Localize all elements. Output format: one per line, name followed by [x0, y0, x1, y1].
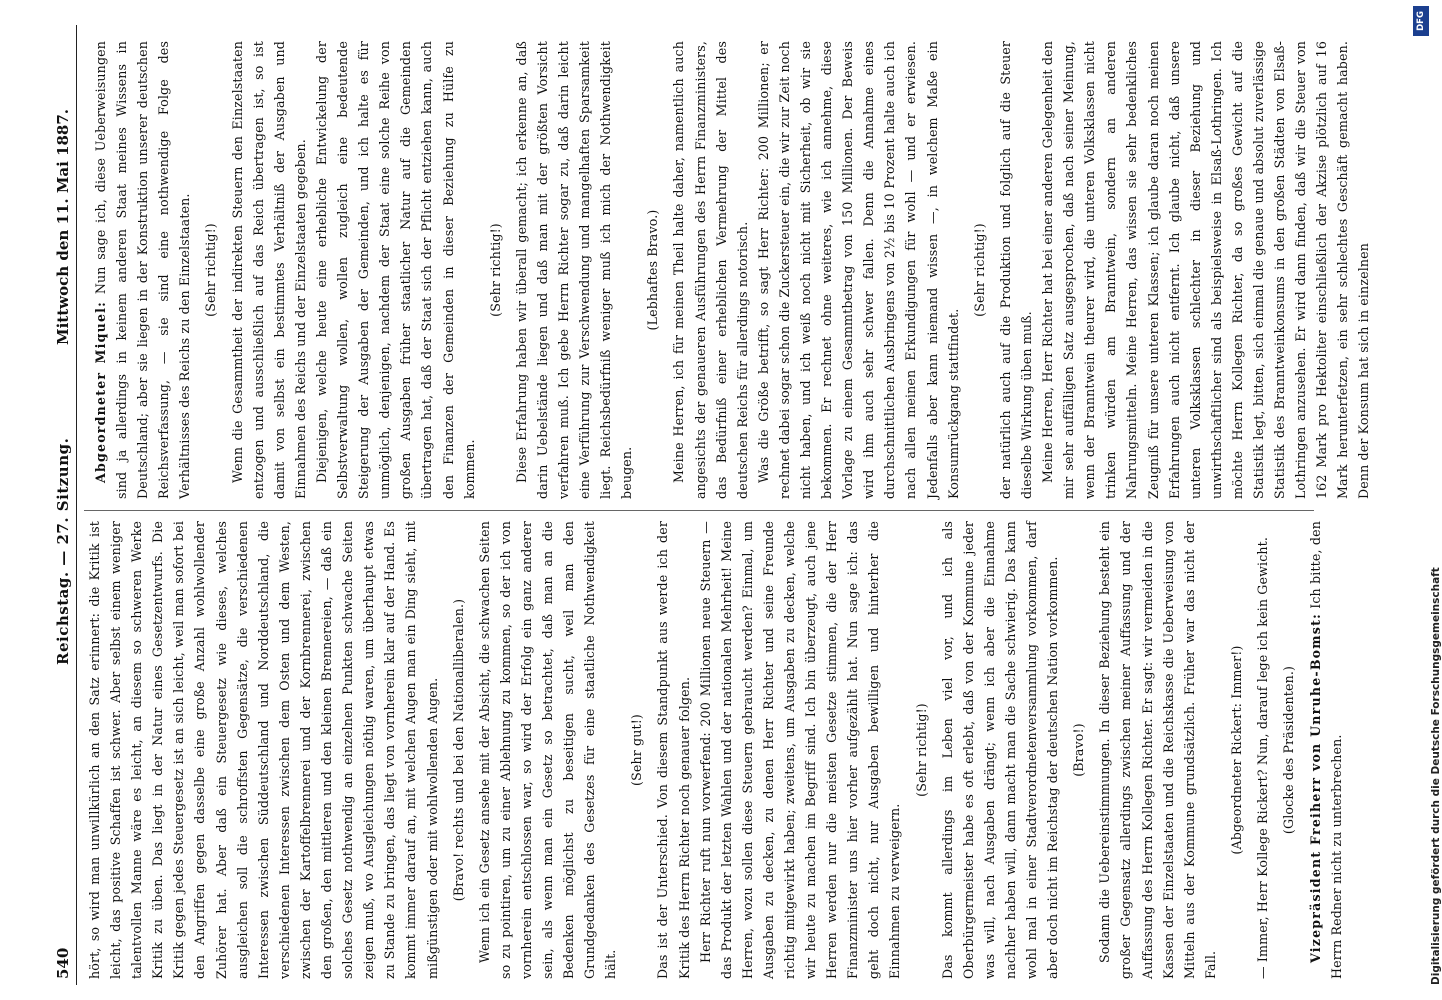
right-column [84, 41, 1375, 499]
interjection: (Lebhaftes Bravo.) [645, 209, 661, 331]
speaker-paragraph [1305, 521, 1347, 979]
column-divider [84, 510, 1314, 511]
paragraph: der natürlich auch auf die Produktion und folglich auf die Steuer dieselbe Wirkung üben muß. [997, 41, 1034, 499]
paragraph: Herr Richter ruft nun vorwerfend: 200 Millionen neue Steuern — das Produkt der letzten Wahlen und der nationalen Mehrheit! Meine Herren, wozu sollen diese Steuern gebraucht werden? Einmal, um Ausgaben zu decken, zu denen Herr Richter und seine Freunde richtig mitgewirkt haben; zweitens, um Ausgaben zu decken, welche wir heute zu machen im Begriff sind. Ich bin überzeugt, auch jene Herren werden nur die meisten Gesetze stimmen, die der Herr Finanzminister uns hier vorher aufgezählt hat. Nun sage ich: das geht doch nicht, nur Ausgaben bewilligen und hinterher die Einnahmen zu verweigern. [697, 521, 903, 979]
speaker-name: Abgeordneter Miquel: [93, 300, 108, 483]
document-page [50, 25, 1372, 985]
interjection: (Sehr richtig!) [971, 223, 987, 317]
interjection: (Sehr gut!) [629, 714, 645, 786]
paragraph: Diejenigen, welche heute eine erhebliche Entwickelung der Selbstverwaltung wollen, wollen zugleich eine bedeutende Steigerung der Ausgaben der Gemeinden, und ich halte es für unmöglich, denjenigen, nachdem der Staat eine solche Reihe von großen Ausgaben früher staatlicher Natur auf die Gemeinden übertragen hat, daß der Staat sich der Pflicht entziehen kann, auch den Finanzen der Gemeinden in dieser Beziehung zu Hülfe zu kommen. [313, 41, 477, 499]
paragraph: Was die Größe betrifft, so sagt Herr Richter: 200 Millionen; er rechnet dabei sogar schon die Zuckersteuer ein, die wir zur Zeit noch nicht haben, und ich weiß noch nicht mit Sicherheit, ob wir sie bekommen. Er rechnet ohne weiteres, wie ich annehme, diese Vorlage zu einem Gesammtbetrag von 150 Millionen. Der Beweis wird ihm auch sehr schwer fallen. Denn die Annahme eines durchschnittlichen Ausbringens von 2½ bis 10 Prozent halte auch ich nach allen meinen Erkundigungen für wohl — und er erwiesen. Jedenfalls aber kann niemand wissen —, in welchem Maße ein Konsumrückgang stattfindet. [755, 41, 961, 499]
page-number: 540 [54, 947, 72, 979]
paragraph: Meine Herren, ich für meinen Theil halte daher, namentlich auch angesichts der genaueren Ausführungen des Herrn Finanzministers, das Bedürfniß einer erheblichen Vermehrung der Mittel des deutschen Reichs für allerdings notorisch. [671, 41, 750, 499]
interjection: (Abgeordneter Rickert: Immer!) [1228, 645, 1244, 855]
interjection: (Sehr richtig!) [487, 223, 503, 317]
left-column [84, 521, 1347, 979]
interjection: (Sehr richtig!) [203, 223, 219, 317]
interjection: (Glocke des Präsidenten.) [1281, 665, 1297, 835]
running-header [50, 25, 77, 985]
speech-text: Nun sage ich, diese Ueberweisungen sind ja allerdings in keinem anderen Staat meines Wissens in Deutschland; aber sie liegen in der Konstruktion unserer deutschen Reichsverfassung, — sie sind eine nothwendige Folge des Verhältnisses des Reichs zu den Einzelstaaten. [93, 40, 193, 499]
session-date: Mittwoch den 11. Mai 1887. [54, 108, 72, 345]
paragraph: Das ist der Unterschied. Von diesem Standpunkt aus werde ich der Kritik des Herrn Richter noch genauer folgen. [655, 521, 692, 979]
interjection: (Bravo!) [1071, 723, 1087, 777]
dfg-logo-text: DFG [1416, 11, 1426, 31]
digitization-note: Digitalisierung gefördert durch die Deutsche Forschungsgemeinschaft [1430, 567, 1442, 985]
paragraph: Diese Erfahrung haben wir überall gemacht; ich erkenne an, daß darin Uebelstände liegen und daß man mit der größten Vorsicht verfahren muß. Ich gebe Herrn Richter sogar zu, daß darin leicht eine Verführung zur Verschwendung und mangelhaften Sparsamkeit liegt. Reichsbedürfniß weniger muß ich mich der Nothwendigkeit beugen. [513, 41, 635, 499]
paragraph: Sodann die Uebereinstimmungen. In dieser Beziehung besteht ein großer Gegensatz allerdings zwischen meiner Auffassung und der Auffassung des Herrn Kollegen Richter. Er sagt: wir vermeiden in die Kassen der Einzelstaaten und die Reichskasse die Ueberweisung von Mitteln aus der Kommune grundsätzlich. Früher war das nicht der Fall. [1097, 521, 1218, 979]
paragraph: — Immer, Herr Kollege Rickert? Nun, darauf lege ich kein Gewicht. [1254, 536, 1270, 979]
interjection: (Sehr richtig!) [913, 703, 929, 797]
dfg-logo [1413, 6, 1429, 36]
paragraph: Meine Herren, Herr Richter hat bei einer anderen Gelegenheit den mir sehr auffälligen Satz ausgesprochen, daß nach seiner Meinung, wenn der Branntwein theurer wird, die unteren Volksklassen nicht trinken würden am Branntwein, sondern an anderen Nahrungsmitteln. Meine Herren, das wissen sie sehr bedenkliches Zeugniß für unsere unteren Klassen; ich glaube daran noch meinen Erfahrungen auch nicht entfernt. Ich glaube nicht, daß unsere unteren Volksklassen schlechter in dieser Beziehung und unwirthschaftlicher sind als beispielsweise in Elsaß-Lothringen. Ich möchte Herrn Kollegen Richter, da so großes Gewicht auf die Statistik legt, bitten, sich einmal die genaue und absolut zuverlässige Statistik des Branntweinkonsums in den großen Städten von Elsaß-Lothringen anzusehen. Er wird dann finden, daß wir die Steuer von 162 Mark pro Hektoliter einschließlich der Akzise plötzlich auf 16 Mark herunterfetzen, ein sehr schlechtes Geschäft gemacht haben. Denn der Konsum hat sich in einzelnen [1040, 41, 1372, 499]
paragraph: Wenn die Gesammtheit der indirekten Steuern den Einzelstaaten entzogen und ausschließlich auf das Reich übertragen ist, so ist damit von selbst ein bestimmtes Verhältniß der Ausgaben und Einnahmen des Reichs und der Einzelstaaten gegeben. [229, 41, 308, 499]
speaker-name: Vizepräsident Freiherr von Unruhe-Bomst: [1308, 613, 1324, 963]
session-title: Reichstag. — 27. Sitzung. [54, 437, 72, 665]
speaker-paragraph [90, 41, 195, 499]
paragraph: hört, so wird man unwillkürlich an den Satz erinnert: die Kritik ist leicht, das positive Schaffen ist schwer. Aber selbst einem weniger talentvollen Manne wäre es leicht, an diesem so schweren Werke Kritik zu üben. Das liegt in der Natur eines Gesetzentwurfs. Die Kritik gegen jedes Steuergesetz ist an sich leicht, weil man sofort bei den Angriffen gegen dasselbe eine große Anzahl wohlwollender Zuhörer hat. Aber daß ein Steuergesetz wie dieses, welches ausgleichen soll die schroffsten Gegensätze, die verschiedenen Interessen zwischen Süddeutschland und Norddeutschland, die verschiedenen Interessen zwischen dem Osten und dem Westen, zwischen der Kartoffelbrennerei und der Kornbrennerei, zwischen den großen, den mittleren und den kleinen Brennereien, — daß ein solches Gesetz nothwendig an einzelnen Punkten schwache Seiten zeigen muß, wo Ausgleichungen nöthig waren, um überhaupt etwas zu Stande zu bringen, das liegt von vornherein klar auf der Hand. Es kommt immer darauf an, mit welchen Augen man ein Ding sieht, mit mißgünstigen oder mit wohlwollenden Augen. [87, 521, 440, 979]
paragraph: Das kommt allerdings im Leben viel vor, und ich als Oberbürgermeister habe es oft erlebt, daß von der Kommune jeder was will, nach Ausgaben drängt; wenn ich aber die Einnahme nachher haben will, dann macht man die Sache schwierig. Das kann wohl mal in einer Stadtverordnetenversammlung vorkommen, darf aber doch nicht im Reichstag der deutschen Nation vorkommen. [939, 521, 1061, 979]
interjection: (Bravo! rechts und bei den Nationalliberalen.) [450, 598, 466, 902]
paragraph: Wenn ich ein Gesetz ansehe mit der Absicht, die schwachen Seiten so zu pointiren, um zu einer Ablehnung zu kommen, so der ich von vornherein entschlossen war, so wird der Erfolg ein ganz anderer sein, als wenn man ein Gesetz so betrachtet, daß man an die Bedenken möglichst zu beseitigen sucht, weil man den Grundgedanken des Gesetzes für eine staatliche Nothwendigkeit hält. [476, 521, 619, 979]
speech-text: Ich bitte, den Herrn Redner nicht zu unterbrechen. [1308, 521, 1345, 979]
